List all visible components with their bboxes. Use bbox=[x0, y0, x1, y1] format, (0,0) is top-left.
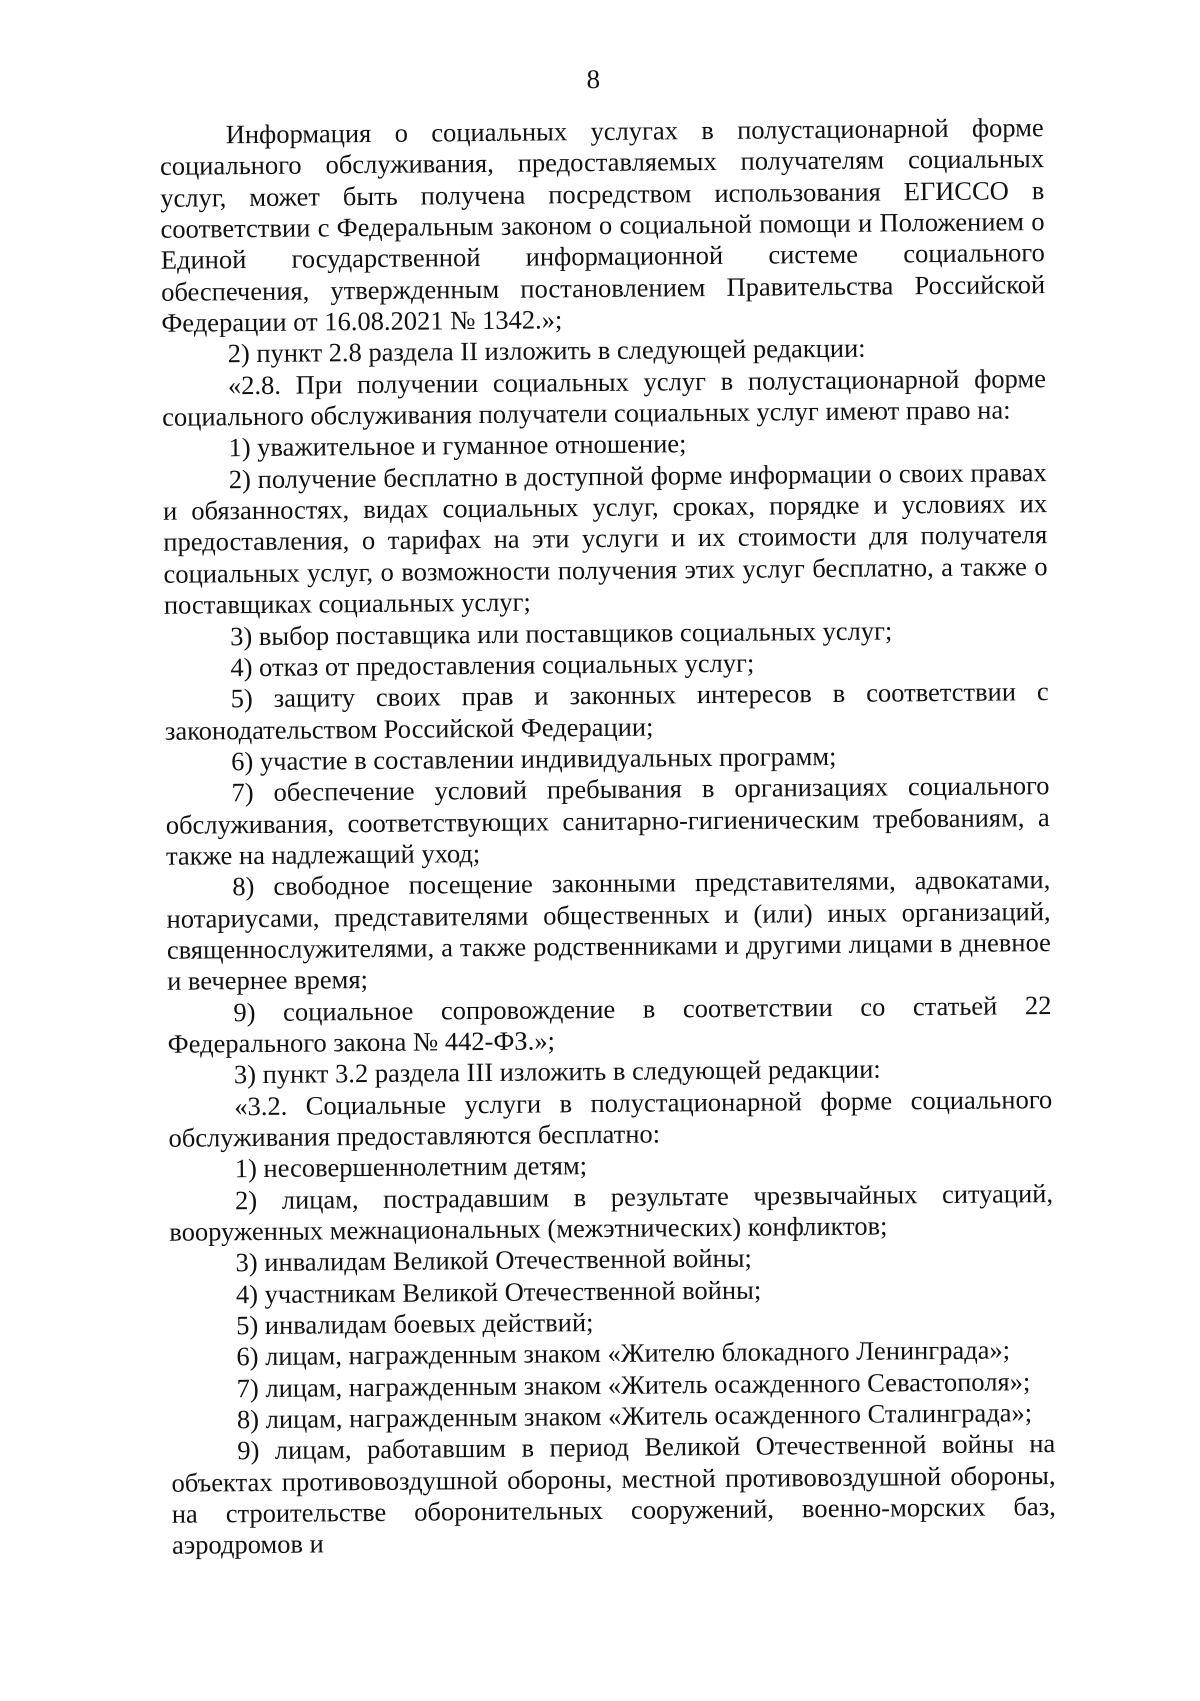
paragraph-item-2-heading: 2) пункт 2.8 раздела II изложить в следующей редакции: bbox=[227, 333, 866, 369]
list-item: 2) лицам, пострадавшим в результате чрезвычайных ситуаций, вооруженных межнациональных (межэтнических) конфликтов; bbox=[169, 1177, 1054, 1247]
page-number: 8 bbox=[586, 63, 601, 95]
list-item: 6) участие в составлении индивидуальных программ; bbox=[231, 740, 837, 777]
paragraph-item-3-heading: 3) пункт 3.2 раздела III изложить в следующей редакции: bbox=[233, 1053, 881, 1090]
list-item: 6) лицам, награжденным знаком «Жителю блокадного Ленинграда»; bbox=[236, 1334, 1011, 1372]
list-item: 8) свободное посещение законными представителями, адвокатами, нотариусами, представителями общественных и (или) иных организаций, священнослужителями, а также родственниками и другими лицами в дневное и вечернее время; bbox=[166, 864, 1051, 997]
document-body bbox=[160, 112, 1057, 1561]
list-item: 7) обеспечение условий пребывания в организациях социального обслуживания, соответствующих санитарно-гигиеническим требованиям, а также на надлежащий уход; bbox=[165, 770, 1050, 871]
list-item: 9) лицам, работавшим в период Великой Отечественной войны на объектах противовоздушной обороны, местной противовоздушной обороны, на строительстве оборонительных сооружений, военно-морских баз, аэродромов и bbox=[171, 1428, 1056, 1561]
list-item: 7) лицам, награжденным знаком «Житель осажденного Севастополя»; bbox=[236, 1366, 1031, 1403]
list-item: 1) несовершеннолетним детям; bbox=[234, 1150, 588, 1184]
list-item: 5) инвалидам боевых действий; bbox=[236, 1307, 594, 1341]
list-item: 4) участникам Великой Отечественной войны; bbox=[235, 1274, 762, 1309]
paragraph-egisso-info: Информация о социальных услугах в полустационарной форме социального обслуживания, предоставляемых получателям социальных услуг, может быть получена посредством использования ЕГИССО в соответствии с Федеральным законом о социальной помощи и Положением о Единой государственной информационной системе социального обеспечения, утвержденным постановлением Правительства Российской Федерации от 16.08.2021 № 1342.»; bbox=[159, 112, 1046, 338]
list-item: 1) уважительное и гуманное отношение; bbox=[228, 428, 687, 463]
paragraph-clause-3-2: «3.2. Социальные услуги в полустационарной форме социального обслуживания предоставляются бесплатно: bbox=[168, 1083, 1053, 1153]
list-item: 8) лицам, награжденным знаком «Житель осажденного Сталинграда»; bbox=[236, 1397, 1033, 1435]
paragraph-clause-2-8: «2.8. При получении социальных услуг в полустационарной форме социального обслуживания получатели социальных услуг имеют право на: bbox=[162, 362, 1047, 432]
list-item: 3) инвалидам Великой Отечественной войны; bbox=[235, 1243, 752, 1278]
list-item: 4) отказ от предоставления социальных услуг; bbox=[230, 647, 755, 683]
list-item: 9) социальное сопровождение в соответствии со статьей 22 Федерального закона № 442-ФЗ.»; bbox=[167, 989, 1052, 1059]
list-item: 2) получение бесплатно в доступной форме информации о своих правах и обязанностях, видах социальных услуг, сроках, порядке и условиях их предоставления, о тарифах на эти услуги и их стоимости для получателя социальных услуг, о возможности получения этих услуг бесплатно, а также о поставщиках социальных услуг; bbox=[162, 456, 1048, 620]
list-item: 3) выбор поставщика или поставщиков социальных услуг; bbox=[230, 614, 893, 651]
list-item: 5) защиту своих прав и законных интересов в соответствии с законодательством Российской Федерации; bbox=[164, 676, 1049, 746]
